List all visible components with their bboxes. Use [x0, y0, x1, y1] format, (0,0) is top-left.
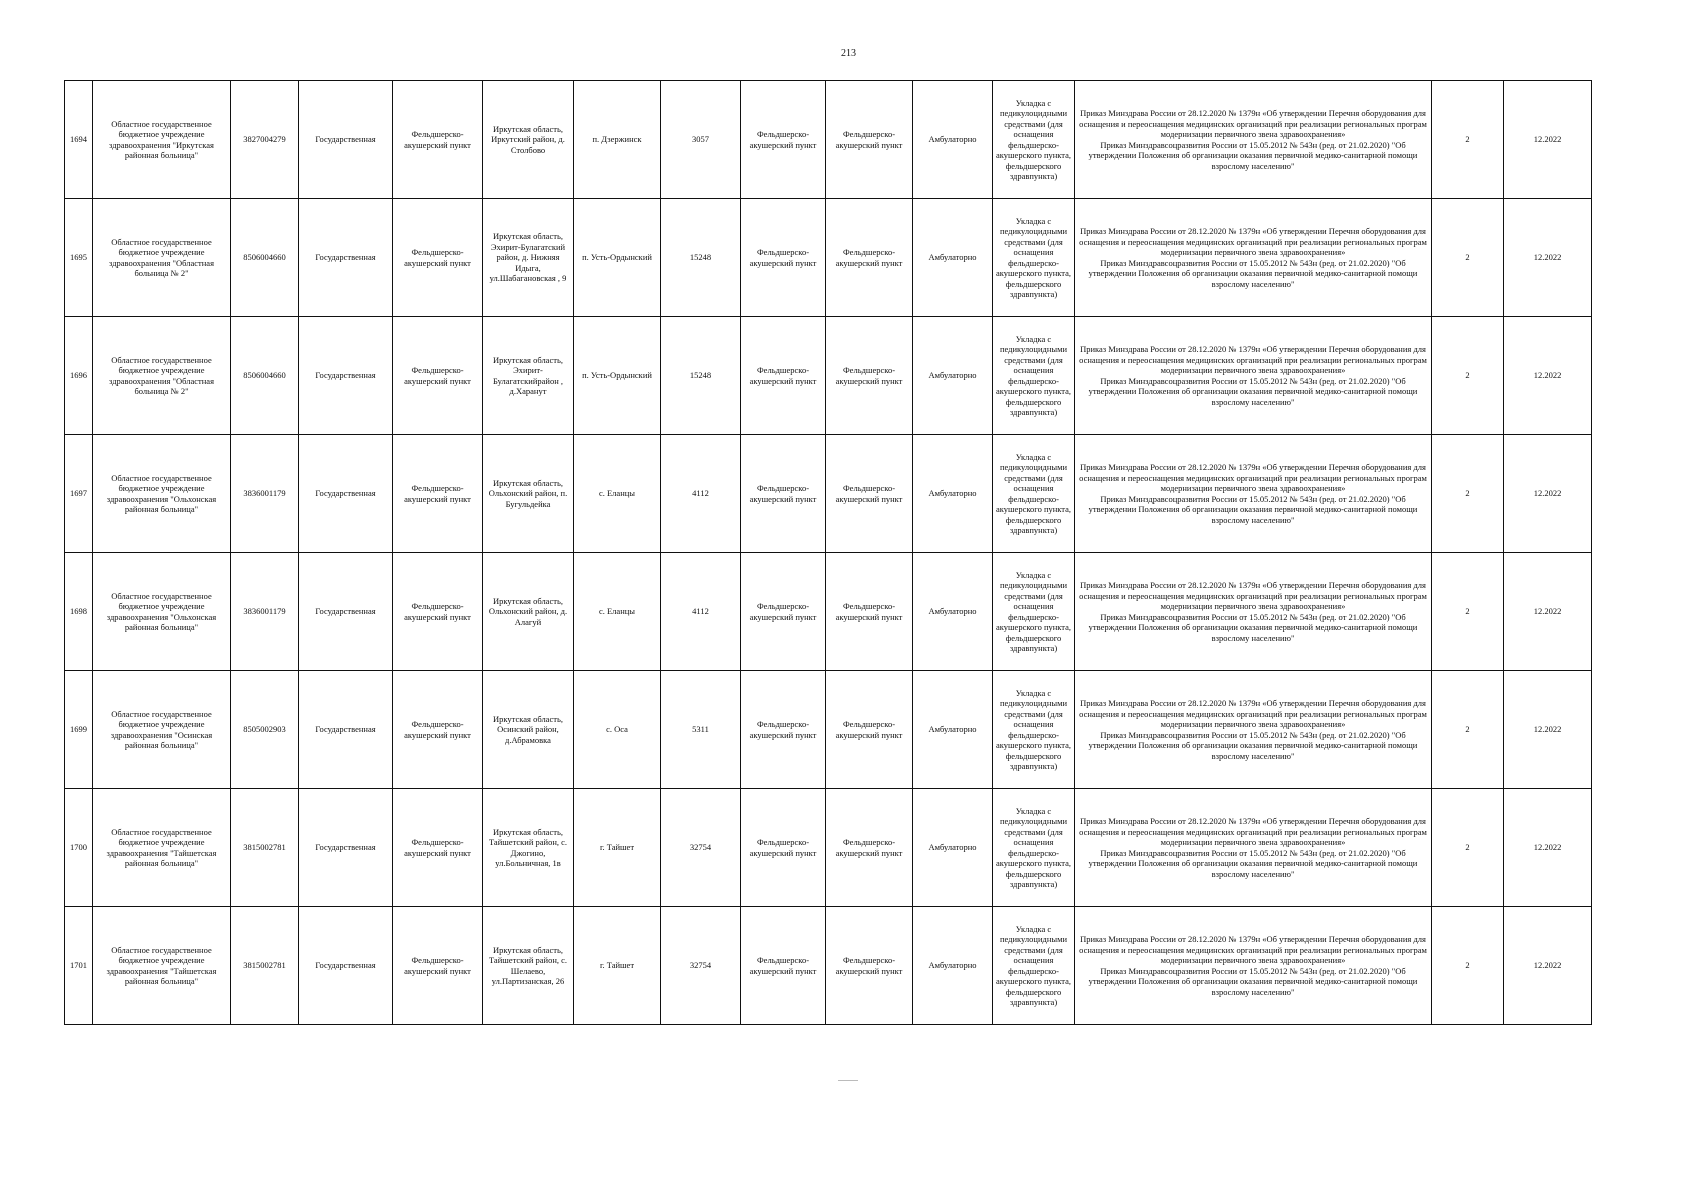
- row-number: 1698: [65, 553, 93, 671]
- unit-type: Фельдшерско-акушерский пункт: [393, 907, 483, 1025]
- inn: 8506004660: [231, 199, 299, 317]
- settlement: г. Тайшет: [574, 907, 661, 1025]
- object-before: Фельдшерско-акушерский пункт: [741, 81, 826, 199]
- object-after: Фельдшерско-акушерский пункт: [826, 553, 913, 671]
- settlement: п. Дзержинск: [574, 81, 661, 199]
- unit-type: Фельдшерско-акушерский пункт: [393, 671, 483, 789]
- inn: 3827004279: [231, 81, 299, 199]
- object-before: Фельдшерско-акушерский пункт: [741, 435, 826, 553]
- care-form: Амбулаторно: [913, 789, 993, 907]
- regulation-order: Приказ Минздрава России от 28.12.2020 № 1379н «Об утверждении Перечня оборудования для оснащения и переоснащения медицинских организаций при реализации региональных програм модернизации первичного звена здравоохранения» Приказ Минздравсоцразвития России от 15.05.2012 № 543н (ред. от 21.02.2020) "Об утверждении Положения об организации оказания первичной медико-санитарной помощи взрослому населению": [1075, 435, 1432, 553]
- organization-name: Областное государственное бюджетное учреждение здравоохранения "Ольхонская районная больница": [93, 553, 231, 671]
- address: Иркутская область, Эхирит-Булагатский район, д. Нижняя Идыга, ул.Шабагановская , 9: [483, 199, 574, 317]
- unit-type: Фельдшерско-акушерский пункт: [393, 81, 483, 199]
- object-after: Фельдшерско-акушерский пункт: [826, 789, 913, 907]
- population: 32754: [661, 907, 741, 1025]
- scan-artifact-line: [838, 1080, 858, 1081]
- equipment-item: Укладка с педикулоцидными средствами (для оснащения фельдшерско-акушерского пункта, фельдшерского здравпункта): [993, 81, 1075, 199]
- inn: 3836001179: [231, 553, 299, 671]
- equipment-item: Укладка с педикулоцидными средствами (для оснащения фельдшерско-акушерского пункта, фельдшерского здравпункта): [993, 317, 1075, 435]
- population: 32754: [661, 789, 741, 907]
- address: Иркутская область, Тайшетский район, с. Шелаево, ул.Партизанская, 26: [483, 907, 574, 1025]
- row-number: 1694: [65, 81, 93, 199]
- inn: 8506004660: [231, 317, 299, 435]
- quantity: 2: [1432, 317, 1504, 435]
- care-form: Амбулаторно: [913, 317, 993, 435]
- object-after: Фельдшерско-акушерский пункт: [826, 671, 913, 789]
- unit-type: Фельдшерско-акушерский пункт: [393, 435, 483, 553]
- ownership-form: Государственная: [299, 81, 393, 199]
- ownership-form: Государственная: [299, 907, 393, 1025]
- equipment-item: Укладка с педикулоцидными средствами (для оснащения фельдшерско-акушерского пункта, фельдшерского здравпункта): [993, 553, 1075, 671]
- regulation-order: Приказ Минздрава России от 28.12.2020 № 1379н «Об утверждении Перечня оборудования для оснащения и переоснащения медицинских организаций при реализации региональных програм модернизации первичного звена здравоохранения» Приказ Минздравсоцразвития России от 15.05.2012 № 543н (ред. от 21.02.2020) "Об утверждении Положения об организации оказания первичной медико-санитарной помощи взрослому населению": [1075, 553, 1432, 671]
- population: 3057: [661, 81, 741, 199]
- quantity: 2: [1432, 81, 1504, 199]
- row-number: 1699: [65, 671, 93, 789]
- organization-name: Областное государственное бюджетное учреждение здравоохранения "Тайшетская районная больница": [93, 907, 231, 1025]
- ownership-form: Государственная: [299, 553, 393, 671]
- delivery-date: 12.2022: [1504, 789, 1592, 907]
- object-after: Фельдшерско-акушерский пункт: [826, 435, 913, 553]
- quantity: 2: [1432, 435, 1504, 553]
- table-row: [65, 907, 1592, 1025]
- object-before: Фельдшерско-акушерский пункт: [741, 907, 826, 1025]
- equipment-item: Укладка с педикулоцидными средствами (для оснащения фельдшерско-акушерского пункта, фельдшерского здравпункта): [993, 671, 1075, 789]
- equipment-registry-table: [64, 80, 1592, 1025]
- care-form: Амбулаторно: [913, 553, 993, 671]
- regulation-order: Приказ Минздрава России от 28.12.2020 № 1379н «Об утверждении Перечня оборудования для оснащения и переоснащения медицинских организаций при реализации региональных програм модернизации первичного звена здравоохранения» Приказ Минздравсоцразвития России от 15.05.2012 № 543н (ред. от 21.02.2020) "Об утверждении Положения об организации оказания первичной медико-санитарной помощи взрослому населению": [1075, 907, 1432, 1025]
- ownership-form: Государственная: [299, 199, 393, 317]
- object-before: Фельдшерско-акушерский пункт: [741, 553, 826, 671]
- address: Иркутская область, Иркутский район, д. Столбово: [483, 81, 574, 199]
- address: Иркутская область, Тайшетский район, с. Джогино, ул.Больничная, 1в: [483, 789, 574, 907]
- page-number: 213: [841, 48, 856, 59]
- quantity: 2: [1432, 553, 1504, 671]
- object-before: Фельдшерско-акушерский пункт: [741, 199, 826, 317]
- equipment-item: Укладка с педикулоцидными средствами (для оснащения фельдшерско-акушерского пункта, фельдшерского здравпункта): [993, 435, 1075, 553]
- ownership-form: Государственная: [299, 435, 393, 553]
- address: Иркутская область, Ольхонский район, п. Бугульдейка: [483, 435, 574, 553]
- delivery-date: 12.2022: [1504, 553, 1592, 671]
- ownership-form: Государственная: [299, 317, 393, 435]
- delivery-date: 12.2022: [1504, 671, 1592, 789]
- settlement: п. Усть-Ордынский: [574, 317, 661, 435]
- row-number: 1695: [65, 199, 93, 317]
- care-form: Амбулаторно: [913, 435, 993, 553]
- regulation-order: Приказ Минздрава России от 28.12.2020 № 1379н «Об утверждении Перечня оборудования для оснащения и переоснащения медицинских организаций при реализации региональных програм модернизации первичного звена здравоохранения» Приказ Минздравсоцразвития России от 15.05.2012 № 543н (ред. от 21.02.2020) "Об утверждении Положения об организации оказания первичной медико-санитарной помощи взрослому населению": [1075, 789, 1432, 907]
- quantity: 2: [1432, 907, 1504, 1025]
- settlement: г. Тайшет: [574, 789, 661, 907]
- ownership-form: Государственная: [299, 671, 393, 789]
- table-row: [65, 81, 1592, 199]
- quantity: 2: [1432, 671, 1504, 789]
- inn: 3815002781: [231, 907, 299, 1025]
- object-after: Фельдшерско-акушерский пункт: [826, 907, 913, 1025]
- delivery-date: 12.2022: [1504, 435, 1592, 553]
- object-after: Фельдшерско-акушерский пункт: [826, 317, 913, 435]
- population: 4112: [661, 435, 741, 553]
- table-row: [65, 435, 1592, 553]
- delivery-date: 12.2022: [1504, 317, 1592, 435]
- inn: 3815002781: [231, 789, 299, 907]
- row-number: 1697: [65, 435, 93, 553]
- address: Иркутская область, Ольхонский район, д. Алагуй: [483, 553, 574, 671]
- unit-type: Фельдшерско-акушерский пункт: [393, 553, 483, 671]
- organization-name: Областное государственное бюджетное учреждение здравоохранения "Тайшетская районная больница": [93, 789, 231, 907]
- delivery-date: 12.2022: [1504, 907, 1592, 1025]
- row-number: 1701: [65, 907, 93, 1025]
- delivery-date: 12.2022: [1504, 199, 1592, 317]
- organization-name: Областное государственное бюджетное учреждение здравоохранения "Осинская районная больница": [93, 671, 231, 789]
- organization-name: Областное государственное бюджетное учреждение здравоохранения "Иркутская районная больница": [93, 81, 231, 199]
- regulation-order: Приказ Минздрава России от 28.12.2020 № 1379н «Об утверждении Перечня оборудования для оснащения и переоснащения медицинских организаций при реализации региональных програм модернизации первичного звена здравоохранения» Приказ Минздравсоцразвития России от 15.05.2012 № 543н (ред. от 21.02.2020) "Об утверждении Положения об организации оказания первичной медико-санитарной помощи взрослому населению": [1075, 199, 1432, 317]
- settlement: с. Еланцы: [574, 553, 661, 671]
- equipment-item: Укладка с педикулоцидными средствами (для оснащения фельдшерско-акушерского пункта, фельдшерского здравпункта): [993, 789, 1075, 907]
- organization-name: Областное государственное бюджетное учреждение здравоохранения "Ольхонская районная больница": [93, 435, 231, 553]
- organization-name: Областное государственное бюджетное учреждение здравоохранения "Областная больница № 2": [93, 199, 231, 317]
- care-form: Амбулаторно: [913, 907, 993, 1025]
- unit-type: Фельдшерско-акушерский пункт: [393, 317, 483, 435]
- object-before: Фельдшерско-акушерский пункт: [741, 317, 826, 435]
- care-form: Амбулаторно: [913, 671, 993, 789]
- inn: 3836001179: [231, 435, 299, 553]
- table-row: [65, 199, 1592, 317]
- care-form: Амбулаторно: [913, 199, 993, 317]
- population: 15248: [661, 317, 741, 435]
- object-after: Фельдшерско-акушерский пункт: [826, 81, 913, 199]
- table-row: [65, 789, 1592, 907]
- settlement: п. Усть-Ордынский: [574, 199, 661, 317]
- address: Иркутская область, Осинский район, д.Абрамовка: [483, 671, 574, 789]
- regulation-order: Приказ Минздрава России от 28.12.2020 № 1379н «Об утверждении Перечня оборудования для оснащения и переоснащения медицинских организаций при реализации региональных програм модернизации первичного звена здравоохранения» Приказ Минздравсоцразвития России от 15.05.2012 № 543н (ред. от 21.02.2020) "Об утверждении Положения об организации оказания первичной медико-санитарной помощи взрослому населению": [1075, 317, 1432, 435]
- object-before: Фельдшерско-акушерский пункт: [741, 671, 826, 789]
- regulation-order: Приказ Минздрава России от 28.12.2020 № 1379н «Об утверждении Перечня оборудования для оснащения и переоснащения медицинских организаций при реализации региональных програм модернизации первичного звена здравоохранения» Приказ Минздравсоцразвития России от 15.05.2012 № 543н (ред. от 21.02.2020) "Об утверждении Положения об организации оказания первичной медико-санитарной помощи взрослому населению": [1075, 671, 1432, 789]
- address: Иркутская область, Эхирит-Булагатскийрайон , д.Харанут: [483, 317, 574, 435]
- unit-type: Фельдшерско-акушерский пункт: [393, 789, 483, 907]
- population: 15248: [661, 199, 741, 317]
- quantity: 2: [1432, 199, 1504, 317]
- population: 5311: [661, 671, 741, 789]
- unit-type: Фельдшерско-акушерский пункт: [393, 199, 483, 317]
- quantity: 2: [1432, 789, 1504, 907]
- table-row: [65, 553, 1592, 671]
- object-after: Фельдшерско-акушерский пункт: [826, 199, 913, 317]
- care-form: Амбулаторно: [913, 81, 993, 199]
- equipment-item: Укладка с педикулоцидными средствами (для оснащения фельдшерско-акушерского пункта, фельдшерского здравпункта): [993, 199, 1075, 317]
- settlement: с. Еланцы: [574, 435, 661, 553]
- population: 4112: [661, 553, 741, 671]
- inn: 8505002903: [231, 671, 299, 789]
- delivery-date: 12.2022: [1504, 81, 1592, 199]
- row-number: 1700: [65, 789, 93, 907]
- equipment-item: Укладка с педикулоцидными средствами (для оснащения фельдшерско-акушерского пункта, фельдшерского здравпункта): [993, 907, 1075, 1025]
- object-before: Фельдшерско-акушерский пункт: [741, 789, 826, 907]
- settlement: с. Оса: [574, 671, 661, 789]
- table-row: [65, 317, 1592, 435]
- row-number: 1696: [65, 317, 93, 435]
- ownership-form: Государственная: [299, 789, 393, 907]
- regulation-order: Приказ Минздрава России от 28.12.2020 № 1379н «Об утверждении Перечня оборудования для оснащения и переоснащения медицинских организаций при реализации региональных програм модернизации первичного звена здравоохранения» Приказ Минздравсоцразвития России от 15.05.2012 № 543н (ред. от 21.02.2020) "Об утверждении Положения об организации оказания первичной медико-санитарной помощи взрослому населению": [1075, 81, 1432, 199]
- organization-name: Областное государственное бюджетное учреждение здравоохранения "Областная больница № 2": [93, 317, 231, 435]
- table-row: [65, 671, 1592, 789]
